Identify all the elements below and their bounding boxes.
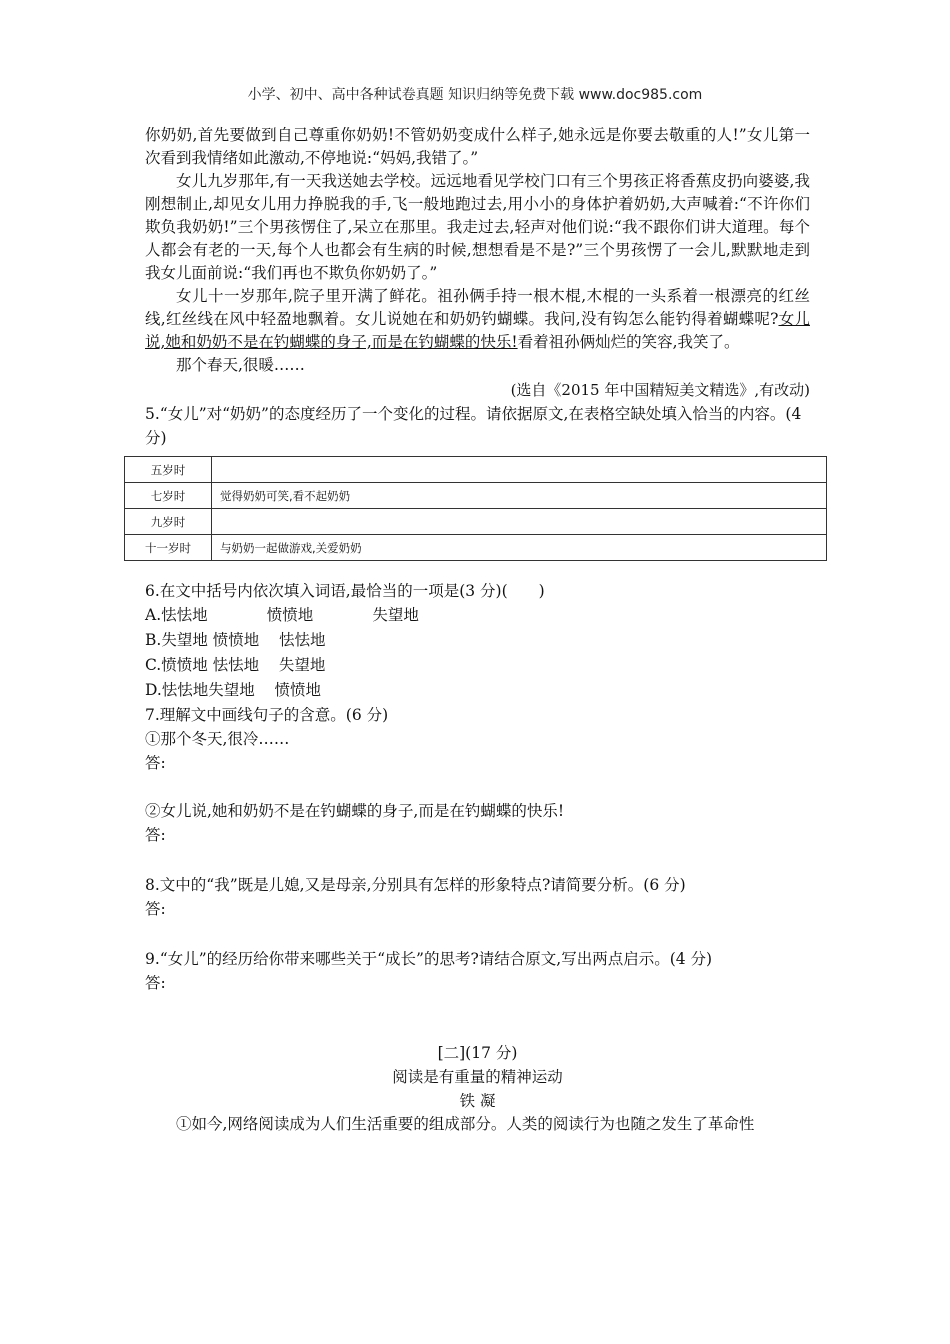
age-cell: 十一岁时	[125, 535, 212, 561]
article-paragraph-1: ①如今,网络阅读成为人们生活重要的组成部分。人类的阅读行为也随之发生了革命性	[176, 1115, 755, 1133]
answer-label: 答:	[145, 900, 166, 918]
content-cell: 与奶奶一起做游戏,关爱奶奶	[212, 535, 827, 561]
question-9: 9.“女儿”的经历给你带来哪些关于“成长”的思考?请结合原文,写出两点启示。(4 分)	[145, 950, 713, 968]
age-cell: 七岁时	[125, 483, 212, 509]
paragraph-3-end: 看着祖孙俩灿烂的笑容,我笑了。	[517, 333, 740, 351]
answer-label: 答:	[145, 754, 166, 772]
option-c: C.愤愤地 怯怯地 失望地	[145, 656, 326, 674]
section-label: [二](17 分)	[437, 1044, 518, 1062]
content-cell	[212, 509, 827, 535]
table-row	[125, 509, 827, 535]
underlined-sentence: 女儿说,她和奶奶不是在钓蝴蝶的身子,而是在钓蝴蝶的快乐!	[145, 310, 810, 351]
question-6: 6.在文中括号内依次填入词语,最恰当的一项是(3 分)( )	[145, 582, 545, 600]
passage-source: (选自《2015 年中国精短美文精选》,有改动)	[510, 381, 810, 399]
content-cell	[212, 457, 827, 483]
table-row	[125, 457, 827, 483]
option-a: A.怯怯地 愤愤地 失望地	[145, 606, 419, 624]
table-row	[125, 483, 827, 509]
content-cell: 觉得奶奶可笑,看不起奶奶	[212, 483, 827, 509]
question-7-sentence-1: ①那个冬天,很冷……	[145, 730, 290, 748]
question-8: 8.文中的“我”既是儿媳,又是母亲,分别具有怎样的形象特点?请简要分析。(6 分)	[145, 876, 686, 894]
paragraph-3-start: 女儿十一岁那年,院子里开满了鲜花。祖孙俩手持一根木棍,木棍的一头系着一根漂亮的红丝线,红丝线在风中轻盈地飘着。女儿说她在和奶奶钓蝴蝶。我问,没有钩怎么能钓得着蝴蝶呢?	[145, 287, 810, 328]
answer-label: 答:	[145, 974, 166, 992]
answer-label: 答:	[145, 826, 166, 844]
document-body	[145, 124, 810, 1136]
option-b: B.失望地 愤愤地 怯怯地	[145, 631, 326, 649]
passage-paragraph-1: 你奶奶,首先要做到自己尊重你奶奶!不管奶奶变成什么样子,她永远是你要去敬重的人!”女儿第一次看到我情绪如此激动,不停地说:“妈妈,我错了。”	[145, 126, 810, 167]
passage-paragraph-4: 那个春天,很暖……	[176, 356, 305, 374]
question-5: 5.“女儿”对“奶奶”的态度经历了一个变化的过程。请依据原文,在表格空缺处填入恰当的内容。(4 分)	[145, 405, 802, 447]
age-cell: 五岁时	[125, 457, 212, 483]
table-row	[125, 535, 827, 561]
passage-paragraph-3	[145, 285, 810, 354]
age-cell: 九岁时	[125, 509, 212, 535]
article-author: 铁 凝	[459, 1092, 496, 1110]
option-d: D.怯怯地失望地 愤愤地	[145, 681, 322, 699]
article-title: 阅读是有重量的精神运动	[392, 1068, 563, 1086]
question-7-sentence-2: ②女儿说,她和奶奶不是在钓蝴蝶的身子,而是在钓蝴蝶的快乐!	[145, 802, 565, 820]
attitude-table	[124, 456, 827, 561]
page-header: 小学、初中、高中各种试卷真题 知识归纳等免费下载 www.doc985.com	[247, 87, 703, 103]
question-7: 7.理解文中画线句子的含意。(6 分)	[145, 706, 389, 724]
passage-paragraph-2: 女儿九岁那年,有一天我送她去学校。远远地看见学校门口有三个男孩正将香蕉皮扔向婆婆,我刚想制止,却见女儿用力挣脱我的手,飞一般地跑过去,用小小的身体护着奶奶,大声喊着:“不许你们欺负我奶奶!”三个男孩愣住了,呆立在那里。我走过去,轻声对他们说:“我不跟你们讲大道理。每个人都会有老的一天,每个人也都会有生病的时候,想想看是不是?”三个男孩愣了一会儿,默默地走到我女儿面前说:“我们再也不欺负你奶奶了。”	[145, 172, 810, 282]
